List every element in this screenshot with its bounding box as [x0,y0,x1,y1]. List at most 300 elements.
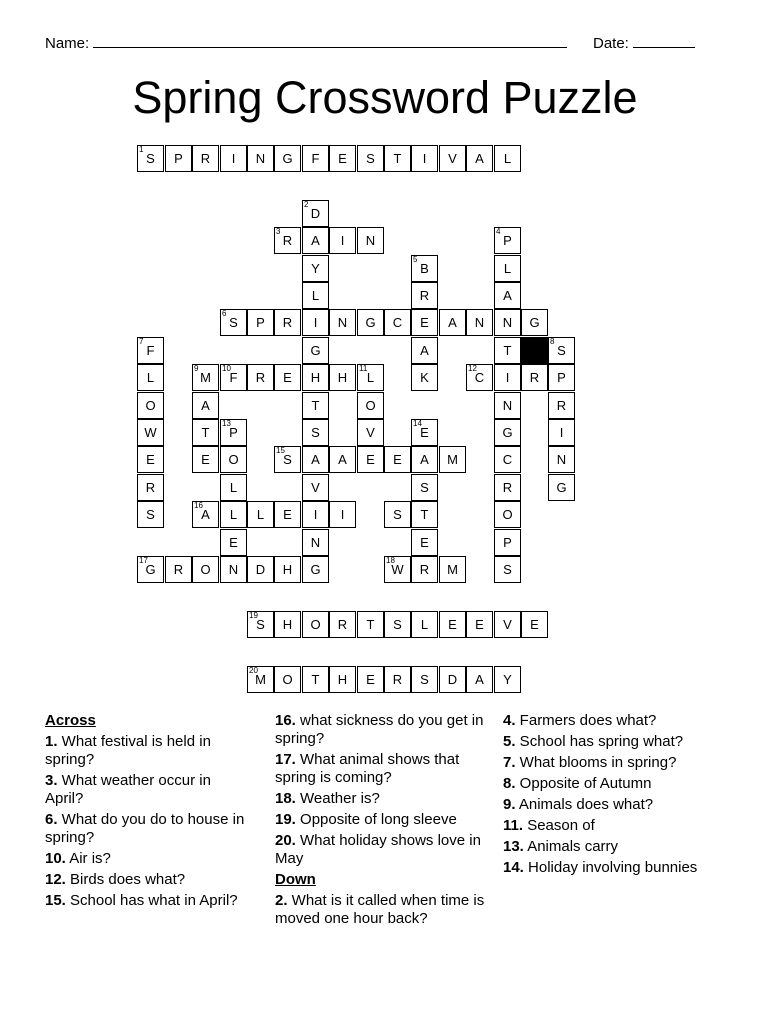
cell-letter: S [229,315,238,330]
grid-cell[interactable] [494,529,521,556]
grid-cell[interactable] [384,145,411,172]
clue-text: Opposite of long sleeve [295,811,457,828]
cell-letter: A [503,288,512,303]
grid-cell[interactable] [302,309,329,336]
cell-letter: D [447,672,458,687]
grid-cell[interactable] [220,529,247,556]
grid-cell[interactable] [302,446,329,473]
grid-cell[interactable] [220,419,247,446]
cell-letter: Y [503,672,512,687]
grid-cell[interactable] [411,309,438,336]
cell-letter: H [282,617,293,632]
clue-number-label: 10. [45,850,66,867]
grid-cell[interactable] [302,227,329,254]
grid-cell[interactable] [329,227,356,254]
grid-cell[interactable] [220,474,247,501]
grid-cell[interactable] [411,337,438,364]
grid-cell[interactable] [192,446,219,473]
cell-letter: E [366,672,375,687]
grid-cell[interactable] [192,392,219,419]
cell-letter: T [393,151,402,166]
grid-cell[interactable] [411,529,438,556]
grid-cell[interactable] [274,309,301,336]
clue-number-label: 7. [503,754,516,771]
grid-cell[interactable] [494,337,521,364]
clue-number: 18 [386,556,395,565]
cell-letter: R [255,370,266,385]
clue-number-label: 11. [503,817,524,834]
grid-cell[interactable] [439,556,466,583]
grid-cell[interactable] [329,611,356,638]
clue-text: What weather occur in April? [45,772,211,807]
grid-cell[interactable] [165,145,192,172]
clue-number-label: 4. [503,712,516,729]
cell-letter: G [310,343,321,358]
clue-item [503,796,718,814]
cell-letter: E [530,617,539,632]
cell-letter: S [393,507,402,522]
clue-item [503,838,718,856]
grid-cell[interactable] [302,145,329,172]
grid-cell[interactable] [329,309,356,336]
cell-letter: A [448,315,457,330]
grid-cell[interactable] [494,501,521,528]
clue-number-label: 18. [275,790,296,807]
grid-cell[interactable] [192,145,219,172]
clue-number: 20 [249,666,258,675]
cell-letter: E [283,507,292,522]
cell-letter: M [255,672,266,687]
grid-cell[interactable] [548,392,575,419]
grid-cell[interactable] [274,227,301,254]
cell-letter: E [201,452,210,467]
cell-letter: L [311,288,320,303]
grid-cell[interactable] [494,611,521,638]
grid-cell[interactable] [357,145,384,172]
grid-cell[interactable] [411,556,438,583]
cell-letter: I [313,507,318,522]
grid-cell[interactable] [384,556,411,583]
clue-text: Opposite of Autumn [515,775,652,792]
grid-cell[interactable] [329,446,356,473]
grid-cell[interactable] [165,556,192,583]
cell-letter: O [200,562,211,577]
cell-letter: H [337,672,348,687]
page-title: Spring Crossword Puzzle [132,72,638,123]
cell-letter: E [338,151,347,166]
cell-letter: R [419,562,430,577]
grid-cell[interactable] [411,145,438,172]
cell-letter: L [420,617,429,632]
grid-cell[interactable] [274,556,301,583]
clue-item [45,850,250,868]
grid-cell[interactable] [302,666,329,693]
cell-letter: T [503,343,512,358]
grid-cell[interactable] [411,364,438,391]
grid-cell[interactable] [439,309,466,336]
clue-item [503,733,718,751]
cell-letter: I [231,151,236,166]
grid-cell[interactable] [274,611,301,638]
grid-cell[interactable] [439,611,466,638]
clue-item [275,832,490,868]
grid-cell[interactable] [357,666,384,693]
cell-letter: A [201,398,210,413]
cell-letter: E [283,370,292,385]
grid-cell[interactable] [494,556,521,583]
grid-cell[interactable] [137,446,164,473]
clue-item [503,712,718,730]
cell-letter: R [419,288,430,303]
grid-cell[interactable] [137,419,164,446]
grid-cell[interactable] [466,364,493,391]
cell-letter: V [366,425,375,440]
cell-letter: N [556,452,567,467]
clue-number-label: 9. [503,796,516,813]
grid-cell[interactable] [302,200,329,227]
cell-letter: G [529,315,540,330]
grid-cell[interactable] [466,309,493,336]
cell-letter: N [310,535,321,550]
clue-number: 8 [550,337,555,346]
grid-cell[interactable] [384,501,411,528]
grid-cell[interactable] [274,446,301,473]
cell-letter: E [393,452,402,467]
clue-item [45,733,250,769]
grid-cell[interactable] [548,419,575,446]
grid-cell[interactable] [411,474,438,501]
clue-text: What holiday shows love in May [275,832,481,867]
grid-cell[interactable] [357,227,384,254]
cell-letter: I [340,233,345,248]
date-label: Date: [593,35,629,52]
cell-letter: E [420,425,429,440]
grid-cell[interactable] [247,364,274,391]
cell-letter: S [393,617,402,632]
clue-number-label: 3. [45,772,58,789]
cell-letter: V [503,617,512,632]
grid-cell[interactable] [494,364,521,391]
grid-cell[interactable] [220,501,247,528]
grid-cell[interactable] [411,501,438,528]
clue-number-label: 15. [45,892,66,909]
grid-cell[interactable] [548,474,575,501]
cell-letter: E [146,452,155,467]
cell-letter: G [365,315,376,330]
clue-number-label: 6. [45,811,58,828]
cell-letter: F [311,151,320,166]
cell-letter: S [557,343,566,358]
grid-cell[interactable] [274,145,301,172]
cell-letter: R [529,370,540,385]
clue-text: Animals carry [523,838,619,855]
clue-item [45,811,250,847]
clue-number-label: 8. [503,775,516,792]
clue-number: 17 [139,556,148,565]
grid-cell[interactable] [302,556,329,583]
clue-column-1 [45,712,250,913]
cell-letter: N [502,398,513,413]
clue-item [503,859,718,877]
cell-letter: A [420,343,429,358]
grid-cell[interactable] [329,364,356,391]
grid-black-cell [521,337,548,364]
cell-letter: A [420,452,429,467]
clue-number: 14 [413,419,422,428]
cell-letter: R [173,562,184,577]
grid-cell[interactable] [494,446,521,473]
grid-cell[interactable] [466,145,493,172]
grid-cell[interactable] [247,309,274,336]
grid-cell[interactable] [357,419,384,446]
cell-letter: K [420,370,429,385]
cell-letter: M [200,370,211,385]
grid-cell[interactable] [411,611,438,638]
grid-cell[interactable] [384,309,411,336]
grid-cell[interactable] [357,392,384,419]
grid-cell[interactable] [247,501,274,528]
grid-cell[interactable] [548,364,575,391]
grid-cell[interactable] [411,446,438,473]
cell-letter: N [255,151,266,166]
grid-cell[interactable] [357,611,384,638]
grid-cell[interactable] [302,337,329,364]
clue-number: 11 [359,364,368,373]
cell-letter: S [420,672,429,687]
cell-letter: T [366,617,375,632]
grid-cell[interactable] [548,446,575,473]
grid-cell[interactable] [439,145,466,172]
cell-letter: R [337,617,348,632]
cell-letter: T [201,425,210,440]
grid-cell[interactable] [302,529,329,556]
clue-item [45,892,250,910]
clue-number-label: 14. [503,859,524,876]
grid-cell[interactable] [302,392,329,419]
grid-cell[interactable] [439,446,466,473]
grid-cell[interactable] [302,611,329,638]
cell-letter: A [201,507,210,522]
grid-cell[interactable] [137,474,164,501]
cell-letter: D [310,206,321,221]
grid-cell[interactable] [494,145,521,172]
clue-number-label: 2. [275,892,288,909]
grid-cell[interactable] [494,666,521,693]
grid-cell[interactable] [274,666,301,693]
clue-number-label: 19. [275,811,296,828]
clue-text: Holiday involving bunnies [523,859,698,876]
grid-cell[interactable] [247,145,274,172]
cell-letter: W [391,562,404,577]
grid-cell[interactable] [192,364,219,391]
clue-text: School has spring what? [515,733,684,750]
cell-letter: F [229,370,238,385]
cell-letter: R [556,398,567,413]
cell-letter: I [505,370,510,385]
grid-cell[interactable] [247,556,274,583]
cell-letter: E [420,315,429,330]
clue-text: what sickness do you get in spring? [275,712,484,747]
cell-letter: H [337,370,348,385]
cell-letter: M [447,562,458,577]
cell-letter: V [448,151,457,166]
cell-letter: A [475,672,484,687]
grid-cell[interactable] [411,666,438,693]
cell-letter: R [145,480,156,495]
cell-letter: O [145,398,156,413]
clue-text: What blooms in spring? [515,754,677,771]
cell-letter: C [392,315,403,330]
grid-cell[interactable] [137,392,164,419]
grid-cell[interactable] [220,145,247,172]
clue-text: What do you do to house in spring? [45,811,245,846]
cell-letter: I [559,425,564,440]
grid-cell[interactable] [384,666,411,693]
grid-cell[interactable] [137,556,164,583]
clue-number: 12 [468,364,477,373]
clue-item [45,772,250,808]
clue-text: What festival is held in spring? [45,733,211,768]
cell-letter: L [256,507,265,522]
cell-letter: M [447,452,458,467]
cell-letter: R [502,480,513,495]
cell-letter: P [174,151,183,166]
clue-text: School has what in April? [65,892,238,909]
grid-cell[interactable] [494,392,521,419]
grid-cell[interactable] [411,419,438,446]
grid-cell[interactable] [411,282,438,309]
grid-cell[interactable] [411,255,438,282]
clue-text: Birds does what? [65,871,186,888]
clue-text: Weather is? [295,790,380,807]
grid-cell[interactable] [302,501,329,528]
grid-cell[interactable] [302,364,329,391]
grid-cell[interactable] [384,446,411,473]
cell-letter: N [502,315,513,330]
grid-cell[interactable] [302,419,329,446]
cell-letter: P [229,425,238,440]
grid-cell[interactable] [220,364,247,391]
clue-column-2 [275,712,490,931]
grid-cell[interactable] [192,419,219,446]
clue-item [275,811,490,829]
cell-letter: E [420,535,429,550]
grid-cell[interactable] [466,666,493,693]
grid-cell[interactable] [247,666,274,693]
cell-letter: P [557,370,566,385]
grid-cell[interactable] [329,666,356,693]
grid-cell[interactable] [494,255,521,282]
clue-number: 10 [222,364,231,373]
cell-letter: L [146,370,155,385]
grid-cell[interactable] [466,611,493,638]
grid-cell[interactable] [521,309,548,336]
grid-cell[interactable] [521,611,548,638]
clue-number-label: 20. [275,832,296,849]
grid-cell[interactable] [137,145,164,172]
cell-letter: N [228,562,239,577]
grid-cell[interactable] [220,309,247,336]
cell-letter: L [366,370,375,385]
clue-number: 3 [276,227,281,236]
grid-cell[interactable] [494,309,521,336]
grid-cell[interactable] [494,419,521,446]
cell-letter: O [365,398,376,413]
grid-cell[interactable] [494,474,521,501]
grid-cell[interactable] [192,501,219,528]
grid-cell[interactable] [357,309,384,336]
clue-number: 7 [139,337,144,346]
clue-item [503,775,718,793]
grid-cell[interactable] [302,282,329,309]
grid-cell[interactable] [137,364,164,391]
cell-letter: S [256,617,265,632]
cell-letter: C [474,370,485,385]
clue-text: What animal shows that spring is coming? [275,751,460,786]
grid-cell[interactable] [302,255,329,282]
cell-letter: L [229,480,238,495]
clue-text: Farmers does what? [515,712,657,729]
grid-cell[interactable] [329,501,356,528]
cell-letter: H [282,562,293,577]
clue-number-label: 17. [275,751,296,768]
cell-letter: T [311,398,320,413]
clue-item [503,754,718,772]
grid-cell[interactable] [357,446,384,473]
cell-letter: S [146,507,155,522]
grid-cell[interactable] [494,282,521,309]
cell-letter: Y [311,261,320,276]
grid-cell[interactable] [137,337,164,364]
cell-letter: E [475,617,484,632]
cell-letter: I [340,507,345,522]
grid-cell[interactable] [302,474,329,501]
cell-letter: N [365,233,376,248]
grid-cell[interactable] [548,337,575,364]
clue-item [275,892,490,928]
cell-letter: F [146,343,155,358]
grid-cell[interactable] [439,666,466,693]
grid-cell[interactable] [494,227,521,254]
grid-cell[interactable] [274,364,301,391]
grid-cell[interactable] [521,364,548,391]
cell-letter: C [502,452,513,467]
clue-number: 6 [222,309,227,318]
clue-item [275,790,490,808]
grid-cell[interactable] [384,611,411,638]
grid-cell[interactable] [357,364,384,391]
cell-letter: L [503,261,512,276]
clue-text: Season of [523,817,595,834]
cell-letter: R [200,151,211,166]
grid-cell[interactable] [137,501,164,528]
cell-letter: S [146,151,155,166]
cell-letter: A [338,452,347,467]
grid-cell[interactable] [274,501,301,528]
grid-cell[interactable] [220,446,247,473]
clue-item [45,871,250,889]
down-heading: Down [275,871,316,888]
cell-letter: B [420,261,429,276]
grid-cell[interactable] [192,556,219,583]
cell-letter: O [502,507,513,522]
cell-letter: W [144,425,157,440]
grid-cell[interactable] [329,145,356,172]
clue-number-label: 13. [503,838,524,855]
clue-column-3 [503,712,718,880]
grid-cell[interactable] [220,556,247,583]
grid-cell[interactable] [247,611,274,638]
